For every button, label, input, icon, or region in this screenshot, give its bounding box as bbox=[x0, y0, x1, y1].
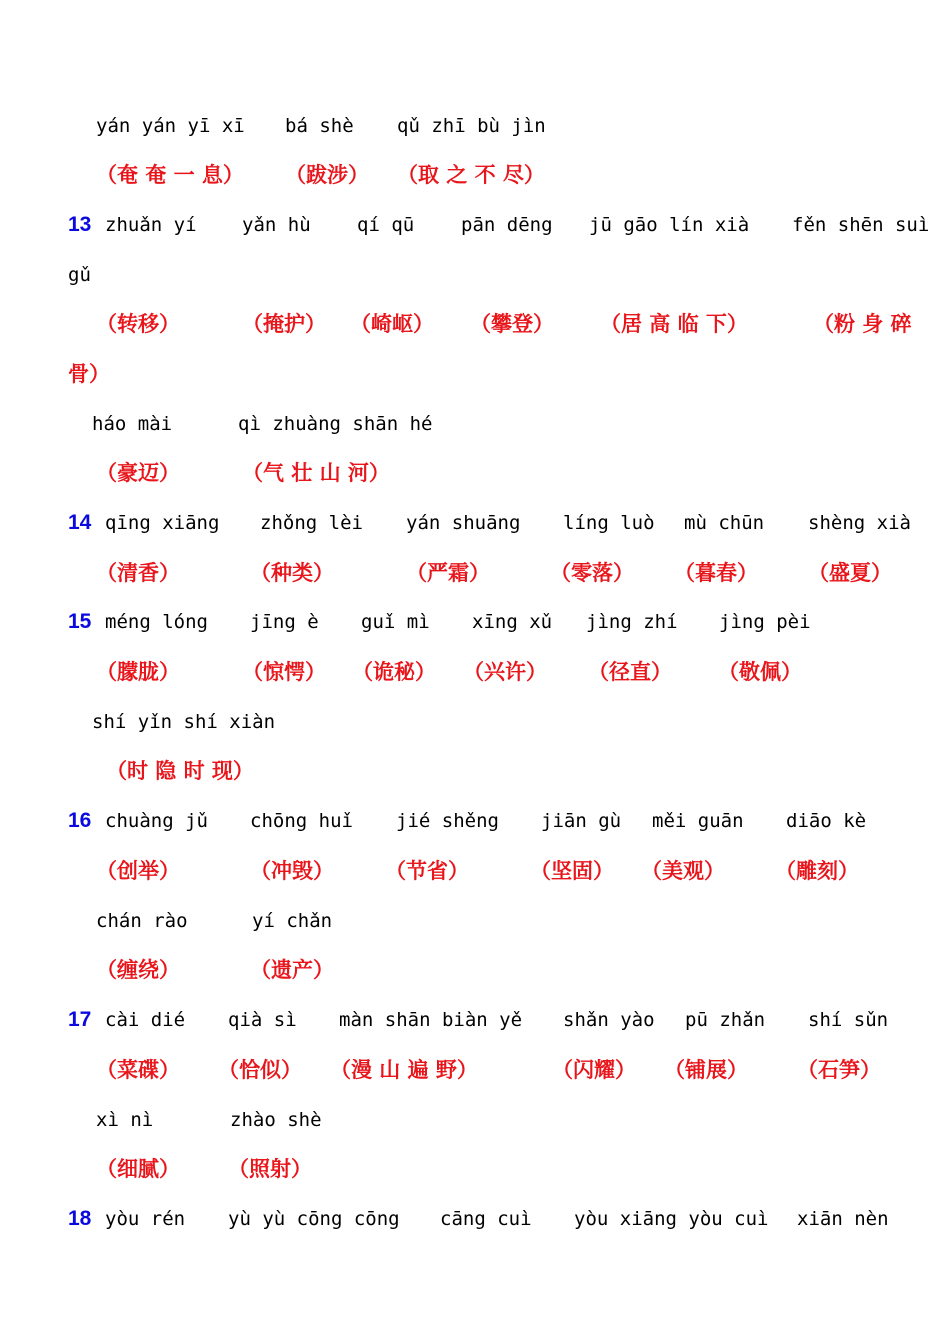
pinyin-word: qià sì bbox=[228, 1009, 297, 1031]
pinyin-word: jié shěng bbox=[396, 810, 499, 832]
pinyin-line bbox=[0, 1003, 950, 1037]
pinyin-word: jiān gù bbox=[541, 810, 622, 832]
hanzi-word: （转移） bbox=[96, 312, 180, 336]
pinyin-word: yán yán yī xī bbox=[96, 115, 245, 137]
hanzi-word: （掩护） bbox=[242, 312, 326, 336]
hanzi-word: （种类） bbox=[250, 561, 334, 585]
hanzi-word: （缠绕） bbox=[96, 958, 180, 982]
pinyin-word: háo mài bbox=[92, 413, 173, 435]
hanzi-word: （节省） bbox=[385, 859, 469, 883]
hanzi-line bbox=[0, 357, 950, 391]
hanzi-word: （创举） bbox=[96, 859, 180, 883]
hanzi-line bbox=[0, 1053, 950, 1087]
pinyin-line bbox=[0, 1103, 950, 1137]
hanzi-line bbox=[0, 456, 950, 490]
hanzi-word: （严霜） bbox=[406, 561, 490, 585]
pinyin-word: méng lóng bbox=[105, 611, 208, 633]
pinyin-word: qǔ zhī bù jìn bbox=[397, 115, 546, 137]
pinyin-word: qīng xiāng bbox=[105, 512, 220, 534]
pinyin-word: xiān nèn bbox=[797, 1208, 889, 1230]
hanzi-word: （盛夏） bbox=[808, 561, 892, 585]
hanzi-word: （取 之 不 尽） bbox=[397, 163, 545, 187]
pinyin-word: màn shān biàn yě bbox=[339, 1009, 523, 1031]
pinyin-word: měi guān bbox=[652, 810, 744, 832]
pinyin-word: cāng cuì bbox=[440, 1208, 532, 1230]
pinyin-word: chán rào bbox=[96, 910, 188, 932]
hanzi-line bbox=[0, 754, 950, 788]
hanzi-word: （铺展） bbox=[664, 1058, 748, 1082]
lesson-number: 16 bbox=[68, 809, 92, 832]
pinyin-line bbox=[0, 109, 950, 143]
hanzi-word: （诡秘） bbox=[352, 660, 436, 684]
pinyin-word: jìng zhí bbox=[586, 611, 678, 633]
pinyin-word: yòu rén bbox=[105, 1208, 186, 1230]
pinyin-word: qí qū bbox=[357, 214, 415, 236]
pinyin-word: xì nì bbox=[96, 1109, 154, 1131]
hanzi-word: （零落） bbox=[550, 561, 634, 585]
pinyin-line bbox=[0, 1202, 950, 1236]
pinyin-line bbox=[0, 705, 950, 739]
pinyin-word: líng luò bbox=[563, 512, 655, 534]
pinyin-word: yí chǎn bbox=[252, 910, 333, 932]
pinyin-word: bá shè bbox=[285, 115, 354, 137]
hanzi-word: （细腻） bbox=[96, 1157, 180, 1181]
hanzi-word: （居 高 临 下） bbox=[600, 312, 748, 336]
pinyin-word: pān dēng bbox=[461, 214, 553, 236]
hanzi-line bbox=[0, 1152, 950, 1186]
pinyin-word: yán shuāng bbox=[406, 512, 521, 534]
hanzi-word: （菜碟） bbox=[96, 1058, 180, 1082]
hanzi-word: （漫 山 遍 野） bbox=[330, 1058, 478, 1082]
hanzi-word: （敬佩） bbox=[718, 660, 802, 684]
pinyin-word: diāo kè bbox=[786, 810, 867, 832]
hanzi-line bbox=[0, 158, 950, 192]
pinyin-word: cài dié bbox=[105, 1009, 186, 1031]
pinyin-word: gǔ bbox=[68, 264, 91, 286]
pinyin-word: zhuǎn yí bbox=[105, 214, 197, 236]
hanzi-word: （闪耀） bbox=[552, 1058, 636, 1082]
pinyin-word: jū gāo lín xià bbox=[589, 214, 750, 236]
hanzi-word: （粉 身 碎 bbox=[813, 312, 912, 336]
pinyin-word: qì zhuàng shān hé bbox=[238, 413, 433, 435]
hanzi-word: （遗产） bbox=[250, 958, 334, 982]
hanzi-word: （暮春） bbox=[674, 561, 758, 585]
pinyin-word: zhǒng lèi bbox=[260, 512, 363, 534]
hanzi-word: （惊愕） bbox=[242, 660, 326, 684]
hanzi-word: （清香） bbox=[96, 561, 180, 585]
hanzi-word: （坚固） bbox=[530, 859, 614, 883]
pinyin-line bbox=[0, 506, 950, 540]
hanzi-word: （美观） bbox=[641, 859, 725, 883]
pinyin-word: yòu xiāng yòu cuì bbox=[574, 1208, 769, 1230]
pinyin-word: zhào shè bbox=[230, 1109, 322, 1131]
pinyin-word: chuàng jǔ bbox=[105, 810, 208, 832]
hanzi-line bbox=[0, 953, 950, 987]
hanzi-word: （冲毁） bbox=[250, 859, 334, 883]
hanzi-word: （气 壮 山 河） bbox=[242, 461, 390, 485]
hanzi-line bbox=[0, 655, 950, 689]
hanzi-line bbox=[0, 854, 950, 888]
hanzi-line bbox=[0, 556, 950, 590]
lesson-number: 17 bbox=[68, 1008, 92, 1031]
hanzi-word: （朦胧） bbox=[96, 660, 180, 684]
pinyin-word: shí yǐn shí xiàn bbox=[92, 711, 276, 733]
lesson-number: 13 bbox=[68, 213, 92, 236]
pinyin-line bbox=[0, 208, 950, 242]
lesson-number: 14 bbox=[68, 511, 92, 534]
pinyin-word: shǎn yào bbox=[563, 1009, 655, 1031]
hanzi-word: （恰似） bbox=[218, 1058, 302, 1082]
hanzi-word: （兴许） bbox=[463, 660, 547, 684]
hanzi-word: （崎岖） bbox=[350, 312, 434, 336]
pinyin-word: fěn shēn suì bbox=[792, 214, 930, 236]
pinyin-word: chōng huǐ bbox=[250, 810, 353, 832]
hanzi-word: （石笋） bbox=[797, 1058, 881, 1082]
pinyin-line bbox=[0, 605, 950, 639]
pinyin-line bbox=[0, 804, 950, 838]
hanzi-word: （雕刻） bbox=[775, 859, 859, 883]
pinyin-word: pū zhǎn bbox=[685, 1009, 766, 1031]
hanzi-word: （照射） bbox=[228, 1157, 312, 1181]
pinyin-word: yù yù cōng cōng bbox=[228, 1208, 400, 1230]
lesson-number: 18 bbox=[68, 1207, 92, 1230]
hanzi-word: （攀登） bbox=[470, 312, 554, 336]
pinyin-word: guǐ mì bbox=[361, 611, 430, 633]
hanzi-word: （时 隐 时 现） bbox=[106, 759, 254, 783]
hanzi-line bbox=[0, 307, 950, 341]
hanzi-word: （奄 奄 一 息） bbox=[96, 163, 244, 187]
pinyin-word: shèng xià bbox=[808, 512, 911, 534]
pinyin-word: yǎn hù bbox=[242, 214, 311, 236]
pinyin-line bbox=[0, 407, 950, 441]
pinyin-word: mù chūn bbox=[684, 512, 765, 534]
pinyin-word: shí sǔn bbox=[808, 1009, 889, 1031]
lesson-number: 15 bbox=[68, 610, 92, 633]
hanzi-word: （豪迈） bbox=[96, 461, 180, 485]
pinyin-line bbox=[0, 258, 950, 292]
pinyin-word: xīng xǔ bbox=[472, 611, 553, 633]
pinyin-word: jīng è bbox=[250, 611, 319, 633]
pinyin-line bbox=[0, 904, 950, 938]
pinyin-word: jìng pèi bbox=[719, 611, 811, 633]
hanzi-word: （跋涉） bbox=[285, 163, 369, 187]
hanzi-word: （径直） bbox=[588, 660, 672, 684]
hanzi-word: 骨） bbox=[68, 362, 110, 386]
